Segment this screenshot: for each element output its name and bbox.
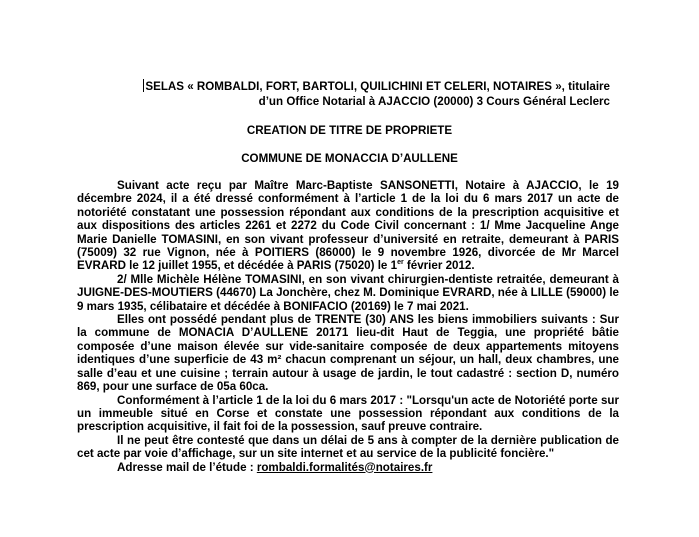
paragraph-act-end: février 2012.: [403, 259, 475, 273]
document-title: CREATION DE TITRE DE PROPRIETE: [246, 124, 453, 137]
paragraph-act: [77, 179, 619, 273]
commune-title: COMMUNE DE MONACCIA D’AULLENE: [241, 152, 458, 165]
paragraph-second-person: 2/ Mlle Michèle Hélène TOMASINI, en son vivant chirurgien-dentiste retraitée, demeurant à JUIGNE-DES-MOUTIERS (44670) La Jonchère, chez M. Dominique EVRARD, née à LILLE (59000) le 9 mars 1935, célibataire et décédée à BONIFACIO (20169) le 7 mai 2021.: [77, 272, 619, 313]
paragraph-act-text: Suivant acte reçu par Maître Marc-Baptiste SANSONETTI, Notaire à AJACCIO, le 19 décembre 2024, il a été dressé conformément à l’article 1 de la loi du 6 mars 2017 un acte de notoriété constatant une possession répondant aux conditions de la prescription acquisitive et aux dispositions des articles 2261 et 2272 du Code Civil concernant : 1/ Mme Jacqueline Ange Marie Danielle TOMASINI, en son vivant professeur d’université en retraite, demeurant à PARIS (75009) 32 rue Vignon, née à POITIERS (86000) le 9 novembre 1926, divorcée de Mr Marcel EVRARD le 12 juillet 1955, et décédée à PARIS (75020) le 1: [77, 179, 619, 273]
notice-body: [77, 179, 619, 474]
paragraph-law: Conformément à l’article 1 de la loi du 6 mars 2017 : "Lorsqu'un acte de Notoriété porte sur un immeuble situé en Corse et constate une possession répondant aux conditions de la prescription acquisitive, il fait foi de la possession, sauf preuve contraire.: [77, 393, 619, 434]
notary-header: [100, 79, 610, 109]
paragraph-contest-delay: Il ne peut être contesté que dans un délai de 5 ans à compter de la dernière publication de cet acte par voie d’affichage, sur un site internet et au service de la publicité foncière.": [77, 433, 619, 461]
paragraph-property: Elles ont possédé pendant plus de TRENTE (30) ANS les biens immobiliers suivants : Sur la commune de MONACIA D’AULLENE 20171 lieu-dit Haut de Teggia, une propriété bâtie composée d’une maison élevée sur vide-sanitaire composée de deux appartements mitoyens identiques d’une superficie de 43 m² chacun comprenant un séjour, un hall, deux chambres, une salle d’eau et une cuisine ; terrain autour à usage de jardin, le tout cadastré : section D, numéro 869, pour une surface de 05a 60ca.: [77, 313, 619, 394]
email-label: Adresse mail de l’étude :: [117, 460, 257, 474]
paragraph-email: [77, 461, 619, 474]
ordinal-superscript: er: [397, 259, 404, 267]
header-line-1: [100, 79, 610, 94]
header-line-1-text: SELAS « ROMBALDI, FORT, BARTOLI, QUILICHINI ET CELERI, NOTAIRES », titulaire: [145, 80, 610, 93]
email-link[interactable]: rombaldi.formalités@notaires.fr: [256, 460, 433, 474]
header-line-2: d’un Office Notarial à AJACCIO (20000) 3 Cours Général Leclerc: [258, 95, 610, 108]
